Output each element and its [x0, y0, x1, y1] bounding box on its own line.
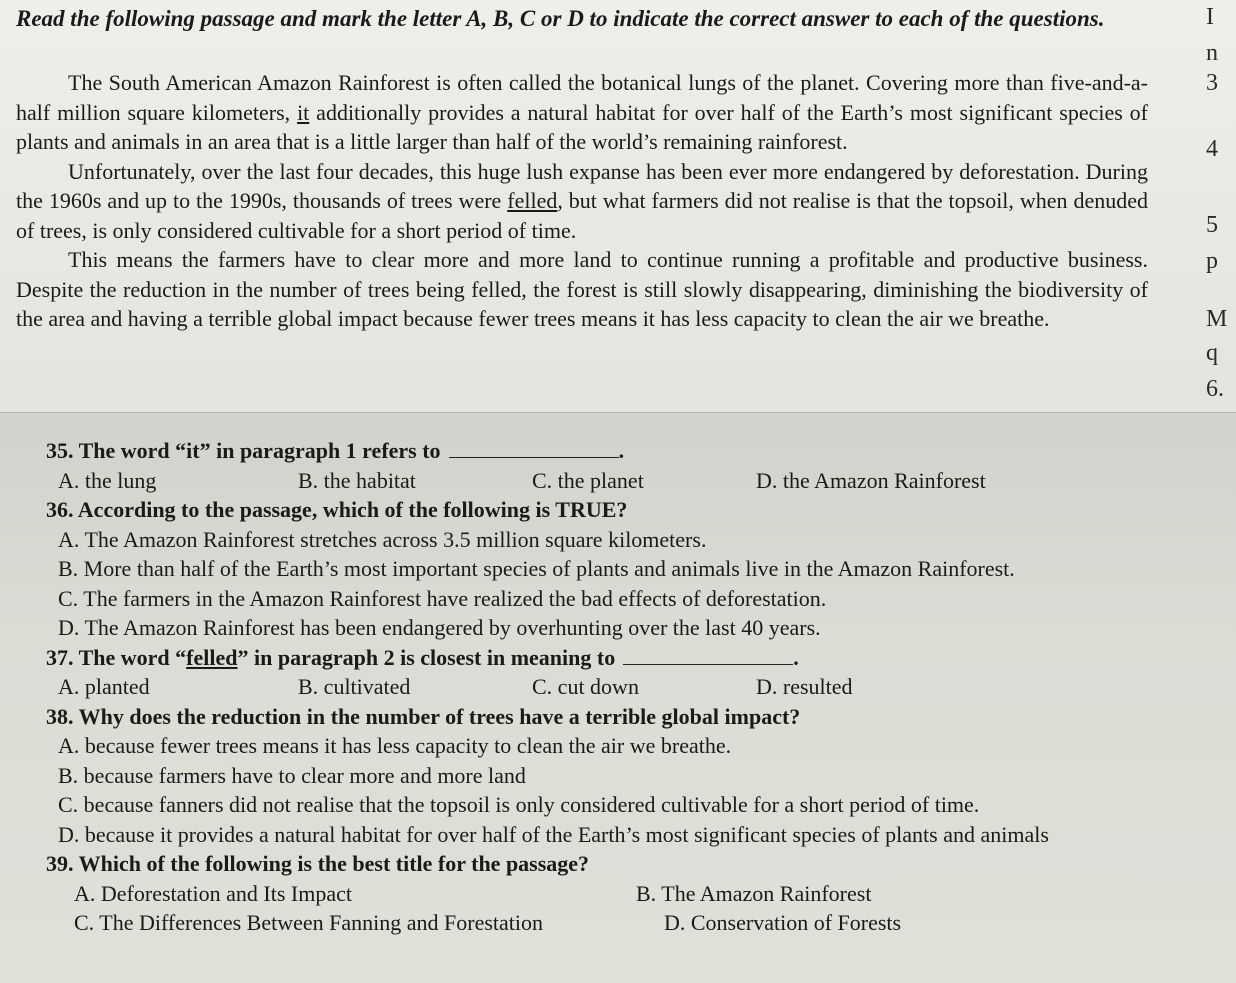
- reading-passage: [16, 68, 1148, 334]
- question-35-end: .: [618, 438, 625, 463]
- margin-glyph: 5: [1206, 212, 1218, 238]
- option-36-b[interactable]: B. More than half of the Earth’s most important species of plants and animals live in the Amazon Rainforest.: [58, 556, 1015, 581]
- question-39-options-row-2: [46, 908, 1206, 938]
- option-39-c[interactable]: C. The Differences Between Fanning and Forestation: [74, 910, 544, 935]
- question-37-stem-end: ” in paragraph 2 is closest in meaning to: [237, 644, 616, 670]
- passage-paragraph-2: [16, 157, 1148, 246]
- question-38: 38. Why does the reduction in the number of trees have a terrible global impact?: [46, 703, 801, 729]
- margin-glyph: 4: [1206, 136, 1218, 162]
- question-37-options: [46, 672, 1206, 702]
- margin-glyph: 6.: [1206, 376, 1224, 402]
- question-list: [46, 436, 1206, 938]
- question-37-stem-start: 37. The word “: [46, 644, 187, 670]
- option-36-c[interactable]: C. The farmers in the Amazon Rainforest have realized the bad effects of deforestation.: [58, 585, 827, 611]
- question-37-keyword: felled: [186, 644, 238, 670]
- option-38-a[interactable]: A. because fewer trees means it has less capacity to clean the air we breathe.: [58, 733, 732, 758]
- margin-glyph: n: [1206, 40, 1218, 66]
- question-35: [46, 436, 1206, 466]
- option-37-c[interactable]: C. cut down: [532, 674, 639, 699]
- answer-blank: [449, 439, 619, 458]
- option-39-d[interactable]: D. Conservation of Forests: [664, 910, 902, 935]
- p1-text-end: additionally provides a natural habitat for over half of the Earth’s most significant species of plants and animals in an area that is a little larger than half of the world’s remaining rainforest.: [16, 99, 1148, 154]
- option-36-d[interactable]: D. The Amazon Rainforest has been endangered by overhunting over the last 40 years.: [58, 615, 821, 640]
- underlined-word-it: it: [297, 99, 310, 125]
- passage-paragraph-3: This means the farmers have to clear more and more land to continue running a profitable and productive business. Despite the reduction in the number of trees being felled, the forest is still slowly disappearing, diminishing the biodiversity of the area and having a terrible global impact because fewer trees means it has less capacity to clean the air we breathe.: [16, 247, 1148, 331]
- option-35-b[interactable]: B. the habitat: [298, 467, 416, 493]
- question-39-options-row-1: [46, 879, 1206, 909]
- option-37-a[interactable]: A. planted: [58, 674, 150, 699]
- p1-text-start: The South American Amazon Rainforest is often called the botanical lungs of the planet. Covering more than five-and-a-half million square kilometers,: [16, 70, 1148, 125]
- underlined-word-felled: felled: [507, 188, 558, 213]
- option-37-d[interactable]: D. resulted: [756, 674, 853, 699]
- instructions-heading: Read the following passage and mark the letter A, B, C or D to indicate the correct answer to each of the questions.: [16, 6, 1105, 31]
- question-37: [46, 643, 1206, 673]
- option-39-a[interactable]: A. Deforestation and Its Impact: [74, 880, 352, 906]
- option-38-d[interactable]: D. because it provides a natural habitat for over half of the Earth’s most significant species of plants and animals: [58, 821, 1049, 847]
- p2-text-end: , but what farmers did not realise is that the topsoil, when denuded of trees, is only considered cultivable for a short period of time.: [16, 188, 1148, 243]
- option-36-a[interactable]: A. The Amazon Rainforest stretches across 3.5 million square kilometers.: [58, 526, 707, 552]
- question-37-end: .: [793, 644, 799, 670]
- margin-glyph: I: [1206, 4, 1214, 30]
- option-37-b[interactable]: B. cultivated: [298, 674, 411, 699]
- p2-text-start: Unfortunately, over the last four decades, this huge lush expanse has been ever more endangered by deforestation. During the 1960s and up to the 1990s, thousands of trees were: [16, 158, 1148, 213]
- answer-blank: [623, 646, 793, 665]
- question-35-stem: 35. The word “it” in paragraph 1 refers to: [46, 438, 441, 463]
- option-38-c[interactable]: C. because fanners did not realise that the topsoil is only considered cultivable for a short period of time.: [58, 792, 980, 817]
- option-35-d[interactable]: D. the Amazon Rainforest: [756, 467, 986, 493]
- question-39: 39. Which of the following is the best title for the passage?: [46, 851, 590, 876]
- passage-paragraph-1: [16, 68, 1148, 157]
- option-35-c[interactable]: C. the planet: [532, 467, 644, 493]
- option-38-b[interactable]: B. because farmers have to clear more and more land: [58, 762, 526, 788]
- margin-glyph: q: [1206, 340, 1218, 366]
- margin-glyph: M: [1206, 306, 1228, 332]
- option-39-b[interactable]: B. The Amazon Rainforest: [636, 880, 872, 906]
- margin-glyph: p: [1206, 248, 1218, 274]
- question-35-options: [46, 466, 1206, 496]
- margin-glyph: 3: [1206, 70, 1218, 96]
- question-36: 36. According to the passage, which of the following is TRUE?: [46, 497, 628, 522]
- option-35-a[interactable]: A. the lung: [58, 467, 157, 493]
